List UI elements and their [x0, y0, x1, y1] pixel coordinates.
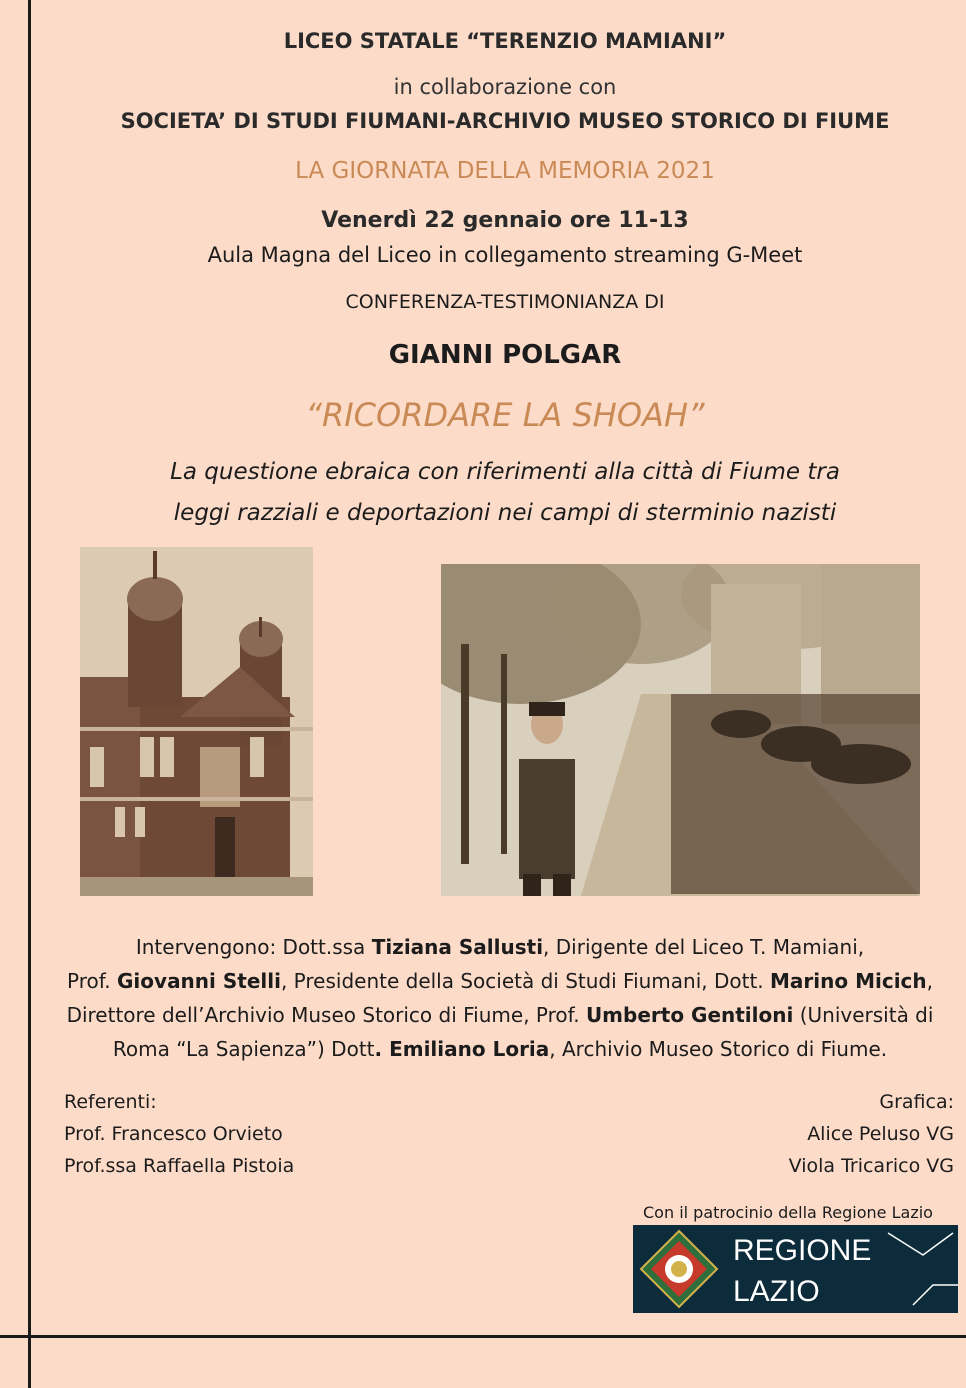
event-place: Aula Magna del Liceo in collegamento streaming G-Meet: [207, 243, 803, 267]
bottom-border-line: [0, 1335, 966, 1338]
conference-type: CONFERENZA-TESTIMONIANZA DI: [345, 291, 665, 313]
speaker-micich: Marino Micich: [770, 969, 927, 993]
speakers-line-3: [40, 998, 960, 1032]
speakers-text: Direttore dell’Archivio Museo Storico di Fiume, Prof.: [66, 1003, 586, 1027]
regione-lazio-logo: [633, 1225, 958, 1313]
patrocinio-text: Con il patrocinio della Regione Lazio: [643, 1203, 933, 1222]
speaker-gentiloni: Umberto Gentiloni: [585, 1003, 794, 1027]
referenti-block: [64, 1086, 294, 1182]
speaker-stelli: Giovanni Stelli: [117, 969, 281, 993]
school-name: LICEO STATALE “TERENZIO MAMIANI”: [283, 29, 727, 53]
synagogue-photo: [80, 547, 313, 896]
speakers-line-4: [40, 1032, 960, 1066]
logo-line-2: LAZIO: [733, 1275, 820, 1308]
speaker-name: GIANNI POLGAR: [388, 340, 622, 370]
subtitle-line-2: leggi razziali e deportazioni nei campi di sterminio nazisti: [173, 500, 837, 526]
speakers-text: ,: [926, 969, 934, 993]
collaboration-text: in collaborazione con: [393, 75, 617, 99]
grafica-block: [789, 1086, 954, 1182]
referente-name: Prof.ssa Raffaella Pistoia: [64, 1155, 295, 1177]
speaker-loria: . Emiliano Loria: [374, 1037, 550, 1061]
speakers-text: , Archivio Museo Storico di Fiume.: [549, 1037, 888, 1061]
referente-name: Prof. Francesco Orvieto: [64, 1123, 283, 1145]
speakers-text: Roma “La Sapienza”) Dott: [112, 1037, 375, 1061]
event-name: LA GIORNATA DELLA MEMORIA 2021: [295, 158, 715, 184]
speakers-paragraph: [40, 930, 960, 1066]
speaker-sallusti: Tiziana Sallusti: [371, 935, 544, 959]
deportation-photo: [441, 564, 920, 896]
speakers-text: (Università di: [793, 1003, 934, 1027]
logo-line-1: REGIONE: [733, 1234, 872, 1267]
speakers-text: , Dirigente del Liceo T. Mamiani,: [543, 935, 865, 959]
speakers-text: , Presidente della Società di Studi Fiumani, Dott.: [280, 969, 771, 993]
speakers-text: Intervengono: Dott.ssa: [135, 935, 372, 959]
left-border-line: [28, 0, 31, 1388]
speakers-line-1: [40, 930, 960, 964]
speakers-line-2: [40, 964, 960, 998]
referenti-label: Referenti:: [64, 1091, 157, 1113]
conference-title: “RICORDARE LA SHOAH”: [305, 396, 705, 434]
grafica-name: Alice Peluso VG: [807, 1123, 954, 1145]
speakers-text: Prof.: [66, 969, 118, 993]
grafica-name: Viola Tricarico VG: [788, 1155, 954, 1177]
conference-subtitle: [40, 452, 966, 534]
subtitle-line-1: La questione ebraica con riferimenti alla città di Fiume tra: [170, 459, 840, 485]
grafica-label: Grafica:: [879, 1091, 954, 1113]
event-date: Venerdì 22 gennaio ore 11-13: [321, 208, 689, 233]
society-name: SOCIETA’ DI STUDI FIUMANI-ARCHIVIO MUSEO STORICO DI FIUME: [120, 109, 890, 133]
